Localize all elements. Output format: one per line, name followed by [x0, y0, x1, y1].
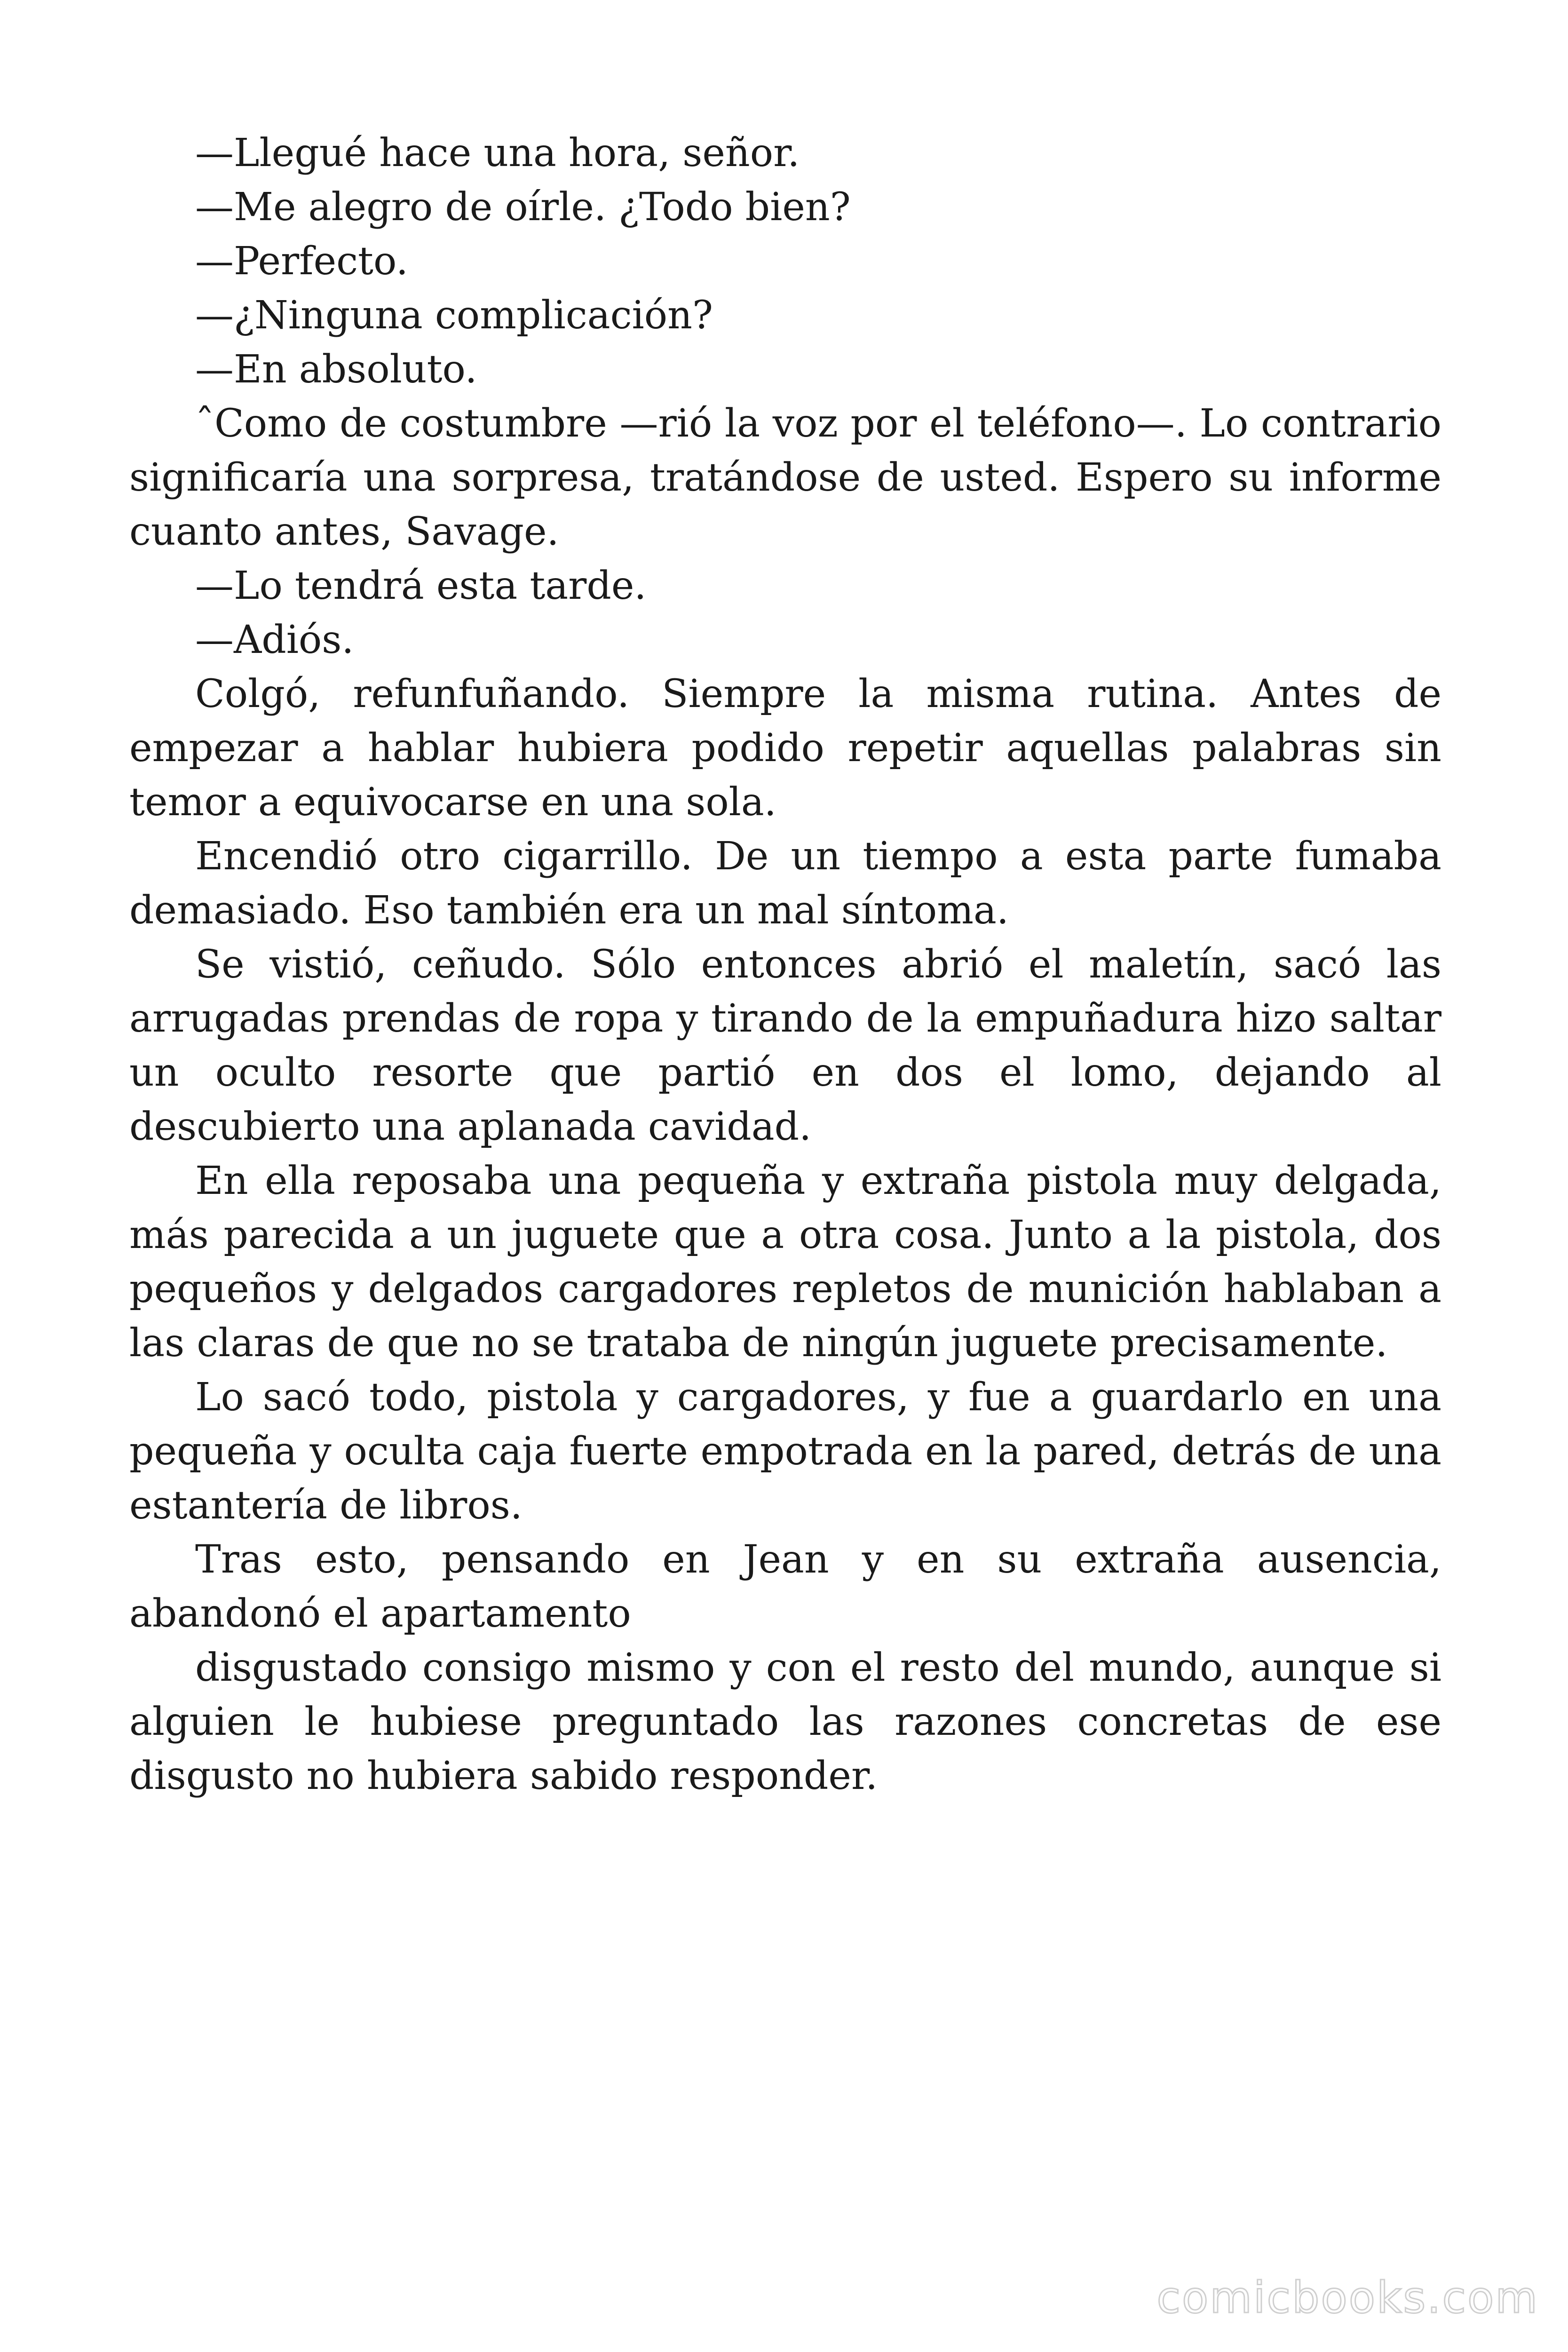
paragraph: —Llegué hace una hora, señor. — [195, 131, 800, 175]
paragraph: —Lo tendrá esta tarde. — [195, 564, 647, 608]
paragraph: En ella reposaba una pequeña y extraña pistola muy delgada, más parecida a un juguete que a otra cosa. Junto a la pistola, dos pequeños y delgados cargadores repletos de munición hablaban a las claras de que no se trataba de ningún juguete precisamente. — [129, 1159, 1441, 1366]
paragraph: —Adiós. — [195, 618, 354, 662]
paragraph: Tras esto, pensando en Jean y en su extraña ausencia, abandonó el apartamento — [129, 1537, 1441, 1636]
paragraph: disgustado consigo mismo y con el resto del mundo, aunque si alguien le hubiese preguntado las razones concretas de ese disgusto no hubiera sabido responder. — [129, 1645, 1441, 1798]
paragraph: Encendió otro cigarrillo. De un tiempo a esta parte fumaba demasiado. Eso también era un mal síntoma. — [129, 834, 1441, 933]
paragraph: —¿Ninguna complicación? — [195, 293, 713, 338]
paragraph: Se vistió, ceñudo. Sólo entonces abrió el maletín, sacó las arrugadas prendas de ropa y tirando de la empuñadura hizo saltar un oculto resorte que partió en dos el lomo, dejando al descubierto una aplanada cavidad. — [129, 942, 1441, 1149]
watermark: comicbooks.com — [1156, 2273, 1539, 2323]
paragraph: Lo sacó todo, pistola y cargadores, y fue a guardarlo en una pequeña y oculta caja fuerte empotrada en la pared, detrás de una estantería de libros. — [129, 1375, 1441, 1528]
paragraph: Colgó, refunfuñando. Siempre la misma rutina. Antes de empezar a hablar hubiera podido repetir aquellas palabras sin temor a equivocarse en una sola. — [129, 672, 1441, 825]
paragraph: —Perfecto. — [195, 239, 408, 284]
paragraph: —En absoluto. — [195, 347, 477, 392]
paragraph: ˆComo de costumbre —rió la voz por el teléfono—. Lo contrario significaría una sorpresa, tratándose de usted. Espero su informe cuanto antes, Savage. — [129, 401, 1441, 554]
page-text — [129, 126, 1441, 1803]
paragraph: —Me alegro de oírle. ¿Todo bien? — [195, 185, 851, 230]
